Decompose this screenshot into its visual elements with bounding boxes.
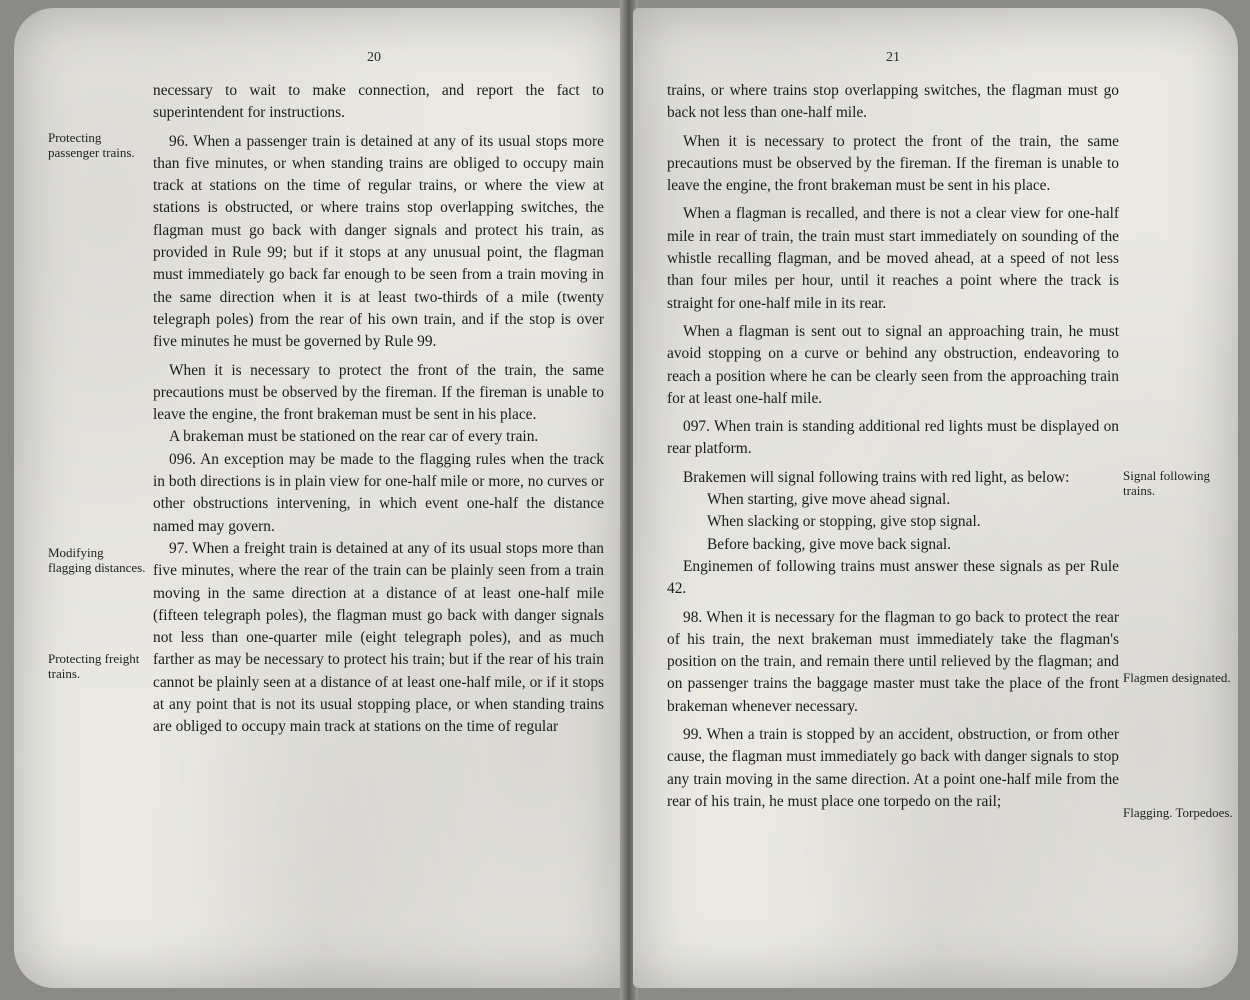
margin-note-protecting-freight-trains: Protecting freight trains. — [48, 651, 140, 681]
paragraph-approaching-train: When a flagman is sent out to signal an approaching train, he must avoid stopping on a curve or behind any obstruction, endeavoring to reach a position where he can be clearly seen from the approaching train for at least one-half mile. — [667, 322, 1119, 407]
paragraph-rule-96: 96. When a passenger train is detained at any of its usual stops more than five minutes, or when standing trains are obliged to occupy main track at stations on the time of regular trains, or where the view at stations is obstructed, or where trains stop overlapping switches, the flagman must go back with danger signals and protect his train, as provided in Rule 99; but if it stops at any unusual point, the flagman must immediately go back far enough to be seen from a train moving in the same direction when it is at least two-thirds of a mile (twenty telegraph poles) from the rear of his own train, and if the stop is over five minutes he must be governed by Rule 99. — [153, 132, 604, 351]
paragraph-rule-98: 98. When it is necessary for the flagman to go back to protect the rear of his train, the next brakeman must immediately take the flagman's position on the train, and remain there until relieved by the flagman; and on passenger trains the baggage master must take the place of the front brakeman whenever necessary. — [667, 608, 1119, 715]
paragraph-flagman-recalled: When a flagman is recalled, and there is not a clear view for one-half mile in rear of train, the train must start immediately on sounding of the whistle recalling flagman, and be moved ahead, at a speed of not less than four miles per hour, until it reaches a point where the track is straight for one-half mile in its rear. — [667, 205, 1119, 312]
paragraph-brakemen-signal: Brakemen will signal following trains with red light, as below: — [683, 468, 1070, 486]
paragraph-rule-99: 99. When a train is stopped by an accident, obstruction, or from other cause, the flagman must immediately go back with danger signals to stop any train moving in the same direction. At a point one-half mile from the rear of his train, he must place one torpedo on the rail; — [667, 726, 1119, 810]
page-number-left: 20 — [367, 50, 381, 65]
paragraph-rule-97: 97. When a freight train is detained at any of its usual stops more than five minutes, where the rear of the train can be plainly seen from a train moving in the same direction at a distance of at least one-half mile (fifteen telegraph poles), the flagman must go back with danger signals not less than one-quarter mile (eight telegraph poles), and as much farther as may be necessary to protect his train; but if the rear of his train cannot be plainly seen at a distance of at least one-half mile, or if it stops at any point that is not its usual stopping place, or when standing trains are obliged to occupy main track at stations on the time of regular — [153, 539, 604, 736]
paragraph-continuation: necessary to wait to make connection, and report the fact to superintendent for instructions. — [153, 82, 604, 122]
signal-instruction: When slacking or stopping, give stop signal. — [707, 513, 981, 531]
page-number-right: 21 — [886, 50, 900, 65]
right-page-text — [667, 80, 1119, 819]
right-page — [633, 8, 1238, 988]
paragraph-enginemen-answer: Enginemen of following trains must answer these signals as per Rule 42. — [667, 557, 1119, 598]
margin-note-protecting-passenger-trains: Protecting passenger trains. — [48, 130, 135, 160]
paragraph-front-protection: When it is necessary to protect the front of the train, the same precautions must be observed by the fireman. If the fireman is unable to leave the engine, the front brakeman must be sent in his place. — [153, 361, 604, 424]
paragraph-rule-097: 097. When train is standing additional red lights must be displayed on rear platform. — [667, 418, 1119, 458]
paragraph-brakeman-rear: A brakeman must be stationed on the rear car of every train. — [169, 428, 539, 446]
margin-note-signal-following-trains: Signal following trains. — [1123, 468, 1211, 498]
paragraph-rule-096: 096. An exception may be made to the flagging rules when the track in both directions is in plain view for one-half mile or more, no curves or other obstructions intervening, in which event one-half the distance named may govern. — [153, 450, 604, 535]
left-page-text — [153, 80, 604, 739]
paragraph-continuation: trains, or where trains stop overlapping switches, the flagman must go back not less than one-half mile. — [667, 82, 1119, 122]
signal-instruction: Before backing, give move back signal. — [707, 535, 952, 553]
margin-note-flagmen-designated: Flagmen designated. — [1123, 670, 1231, 685]
margin-note-flagging-torpedoes: Flagging. Torpedoes. — [1123, 805, 1233, 820]
paragraph-front-protection: When it is necessary to protect the front of the train, the same precautions must be observed by the fireman. If the fireman is unable to leave the engine, the front brakeman must be sent in his place. — [667, 132, 1119, 195]
signal-instruction: When starting, give move ahead signal. — [707, 491, 951, 509]
left-page — [14, 8, 625, 988]
margin-note-modifying-flagging-distances: Modifying flagging distances. — [48, 545, 146, 575]
